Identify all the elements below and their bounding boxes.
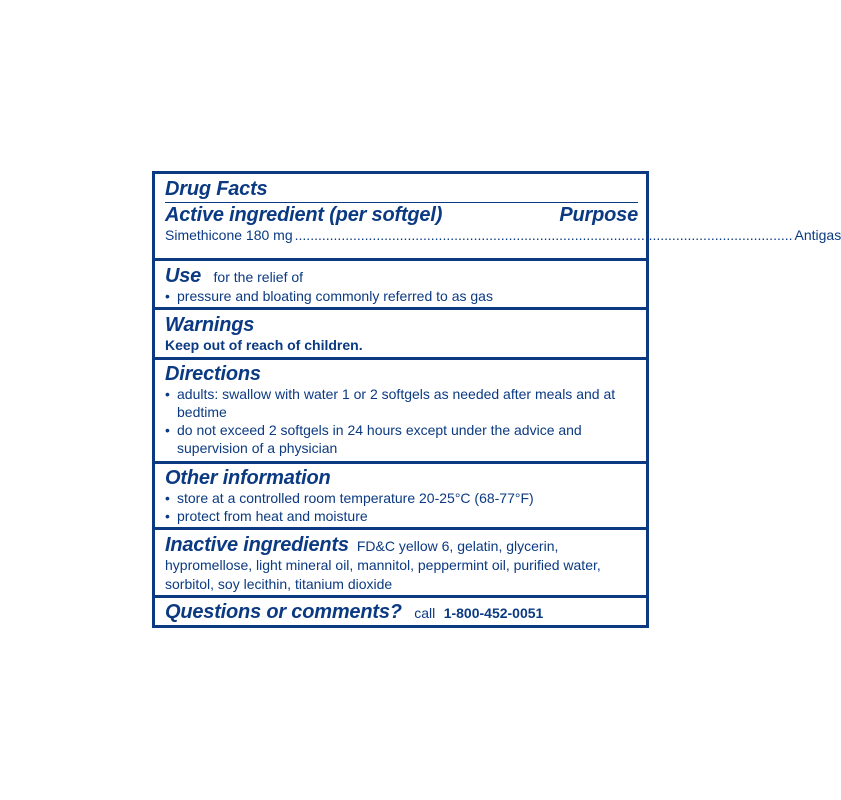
- warnings-section: [155, 314, 646, 354]
- use-item: [165, 287, 638, 305]
- bullet: •: [165, 422, 170, 438]
- purpose-heading: Purpose: [559, 204, 638, 226]
- warnings-text: Keep out of reach of children.: [165, 337, 363, 353]
- active-ingredient-purpose: Antigas: [794, 227, 841, 243]
- warnings-heading: Warnings: [165, 314, 255, 336]
- inactive-ingredients-text: FD&C yellow 6, gelatin, glycerin, hypromellose, light mineral oil, mannitol, peppermint oil, purified water, sorbitol, soy lecithin, titanium dioxide: [165, 538, 601, 592]
- directions-heading: Directions: [165, 363, 261, 385]
- other-information-item-text: store at a controlled room temperature 20-25°C (68-77°F): [177, 490, 534, 506]
- directions-section: [155, 363, 646, 457]
- active-ingredient-header-row: [165, 204, 638, 226]
- divider: [155, 527, 646, 530]
- leader-dots: ................................................................................................................................: [294, 227, 793, 243]
- directions-item: [165, 421, 638, 457]
- other-information-item-text: protect from heat and moisture: [177, 508, 368, 524]
- directions-item: [165, 385, 638, 421]
- use-intro: for the relief of: [213, 269, 304, 285]
- directions-item-text: adults: swallow with water 1 or 2 softgels as needed after meals and at bedtime: [177, 386, 616, 420]
- bullet: •: [165, 386, 170, 402]
- divider: [155, 595, 646, 598]
- use-item-text: pressure and bloating commonly referred to as gas: [177, 288, 493, 304]
- other-information-section: [155, 467, 646, 525]
- active-ingredient-row: [165, 226, 841, 244]
- divider: [155, 357, 646, 360]
- drug-facts-panel: [152, 171, 841, 628]
- title-underline: [165, 202, 638, 203]
- other-information-heading: Other information: [165, 467, 331, 489]
- bullet: •: [165, 508, 170, 524]
- questions-heading: Questions or comments?: [165, 601, 402, 623]
- directions-item-text: do not exceed 2 softgels in 24 hours except under the advice and supervision of a physician: [177, 422, 582, 456]
- drug-facts-header-section: [155, 178, 841, 244]
- questions-phone-number: 1-800-452-0051: [443, 605, 544, 621]
- active-ingredient-name: Simethicone 180 mg: [165, 227, 293, 243]
- inactive-ingredients-heading: Inactive ingredients: [165, 534, 349, 556]
- bullet: •: [165, 490, 170, 506]
- divider: [155, 258, 646, 261]
- use-heading: Use: [165, 265, 202, 287]
- use-section: [155, 265, 646, 305]
- drug-facts-title: Drug Facts: [165, 178, 268, 200]
- inactive-ingredients-paragraph: [165, 534, 638, 594]
- inactive-ingredients-section: [155, 534, 646, 594]
- divider: [155, 461, 646, 464]
- active-ingredient-heading: Active ingredient (per softgel): [165, 204, 443, 226]
- questions-call-label: call: [414, 605, 436, 621]
- divider: [155, 307, 646, 310]
- other-information-item: [165, 489, 638, 507]
- questions-section: [155, 601, 646, 623]
- other-information-item: [165, 507, 638, 525]
- bullet: •: [165, 288, 170, 304]
